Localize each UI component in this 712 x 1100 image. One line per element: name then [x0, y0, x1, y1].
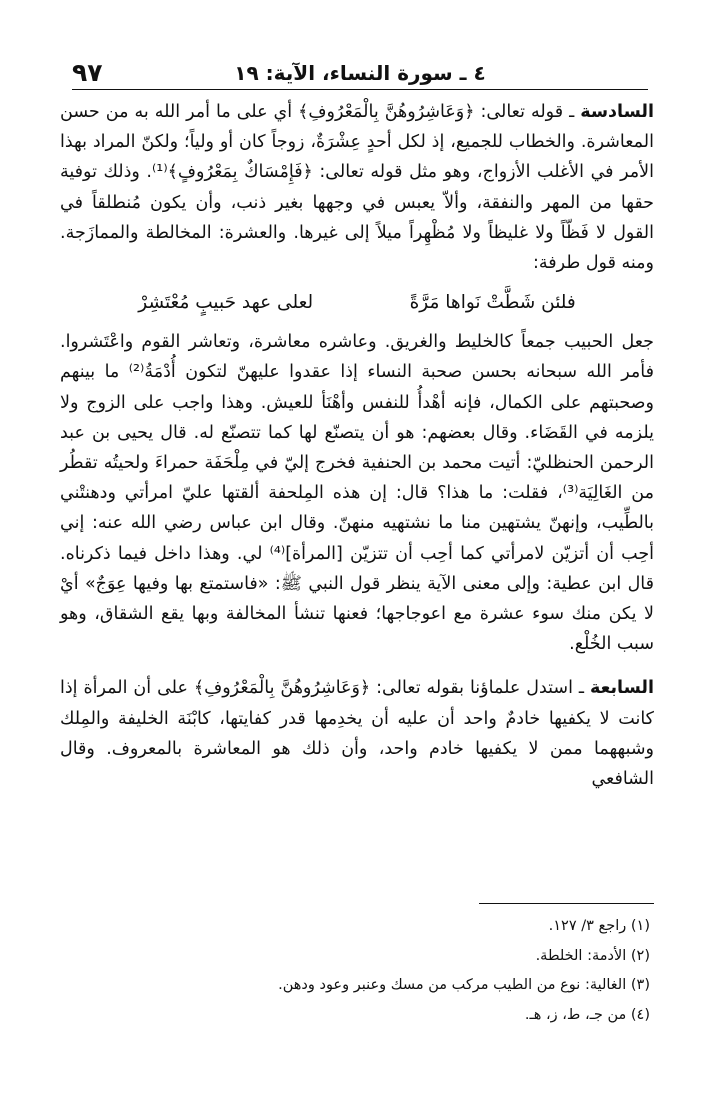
paragraph-continuation: جعل الحبيب جمعاً كالخليط والغريق. وعاشره معاشرة، وتعاشر القوم واعْتَشروا. فأمر الله سبحانه بحسن صحبة النساء إذا عقدوا عليهنّ لتكون أُدْمَةُ⁽²⁾ ما بينهم وصحبتهم على الكمال، فإنه أهْدأُ للنفس وأهْنَأ للعيش. وهذا واجب على الزوج ولا يلزمه في القَضَاء. وقال بعضهم: هو أن يتصنّع لها كما تتصنّع له. قال يحيى بن عبد الرحمن الحنظليّ: أتيت محمد بن الحنفية فخرج إليّ في مِلْحَفَة حمراءَ ولحيتُه تقطُر من الغَالِيَة⁽³⁾، فقلت: ما هذا؟ قال: إن هذه المِلحفة ألقتها عليّ امرأتي ودهنتْني بالطِّيب، وإنهنّ يشتهين منا ما نشتهيه منهنّ. وقال ابن عباس رضي الله عنه: إني أحِب أن أتزيّن لامرأتي كما أحِب أن تتزيّن [المرأة]⁽⁴⁾ لي. وهذا داخل فيما ذكرناه. قال ابن عطية: وإلى معنى الآية ينظر قول النبي ﷺ: «فاستمتع بها وفيها عِوَجٌ» أيْ لا يكن منك سوء عشرة مع اعوجاجها؛ فعنها تنشأ المخالفة وبها يقع الشقاق، وهو سبب الخُلْع. [60, 332, 655, 655]
footnote-1: (١) راجع ٣/ ١٢٧. [548, 918, 650, 934]
paragraph-seventh [60, 673, 654, 794]
verse-hemistich-second: لعلى عهد حَبيبٍ مُعْتَشِرْ [138, 292, 314, 314]
page-number: ٩٧ [72, 58, 103, 87]
running-title: ٤ ـ سورة النساء، الآية: ١٩ [234, 61, 486, 85]
header-rule [72, 89, 648, 90]
section-heading-seventh: السابعة [589, 678, 654, 699]
section-heading-sixth: السادسة [580, 102, 654, 122]
paragraph-text: ـ استدل علماؤنا بقوله تعالى: ﴿وَعَاشِرُوهُنَّ بِالْمَعْرُوفِ﴾ على أن المرأة إذا كانت لا يكفيها خادمٌ واحد أن عليه أن يخدِمها قدر كفايتها، كابْنَة الخليفة والمِلك وشبههما ممن لا يكفيها خادم واحد، وأن ذلك هو المعاشرة بالمعروف. وقال الشافعي [60, 678, 654, 790]
paragraph-text: ـ قوله تعالى: ﴿وَعَاشِرُوهُنَّ بِالْمَعْرُوفِ﴾ أي على ما أمر الله به من حسن المعاشرة. والخطاب للجميع، إذ لكل أحدٍ عِشْرَةٌ، زوجاً كان أو ولياً؛ ولكنّ المراد بهذا الأمر في الأغلب الأزواج، وهو مثل قوله تعالى: ﴿فَإِمْسَاكٌ بِمَعْرُوفٍ﴾⁽¹⁾. وذلك توفية حقها من المهر والنفقة، وألاّ يعبس في وجهها بغير ذنب، وأن يكون مُنطلقاً في القول لا فَظّاً ولا غليظاً ولا مُظْهِراً ميلاً إلى غيرها. والعشرة: المخالطة والممازَجة. ومنه قول طرفة: [60, 102, 654, 274]
footnotes [60, 912, 650, 1030]
footnote-4: (٤) من جـ، ط، ز، هـ. [524, 1006, 650, 1023]
body-text [60, 97, 654, 794]
footnote-3: (٣) الغالية: نوع من الطيب مركب من مسك وعنبر وعود ودهن. [278, 977, 650, 993]
paragraph-sixth [60, 97, 654, 278]
poetry-verse [90, 287, 624, 319]
footnote-2: (٢) الأدمة: الخلطة. [535, 947, 650, 964]
verse-hemistich-first: فلئن شَطَّتْ نَواها مَرَّةً [409, 292, 576, 314]
page-header [72, 52, 648, 90]
footnote-rule [479, 903, 654, 904]
